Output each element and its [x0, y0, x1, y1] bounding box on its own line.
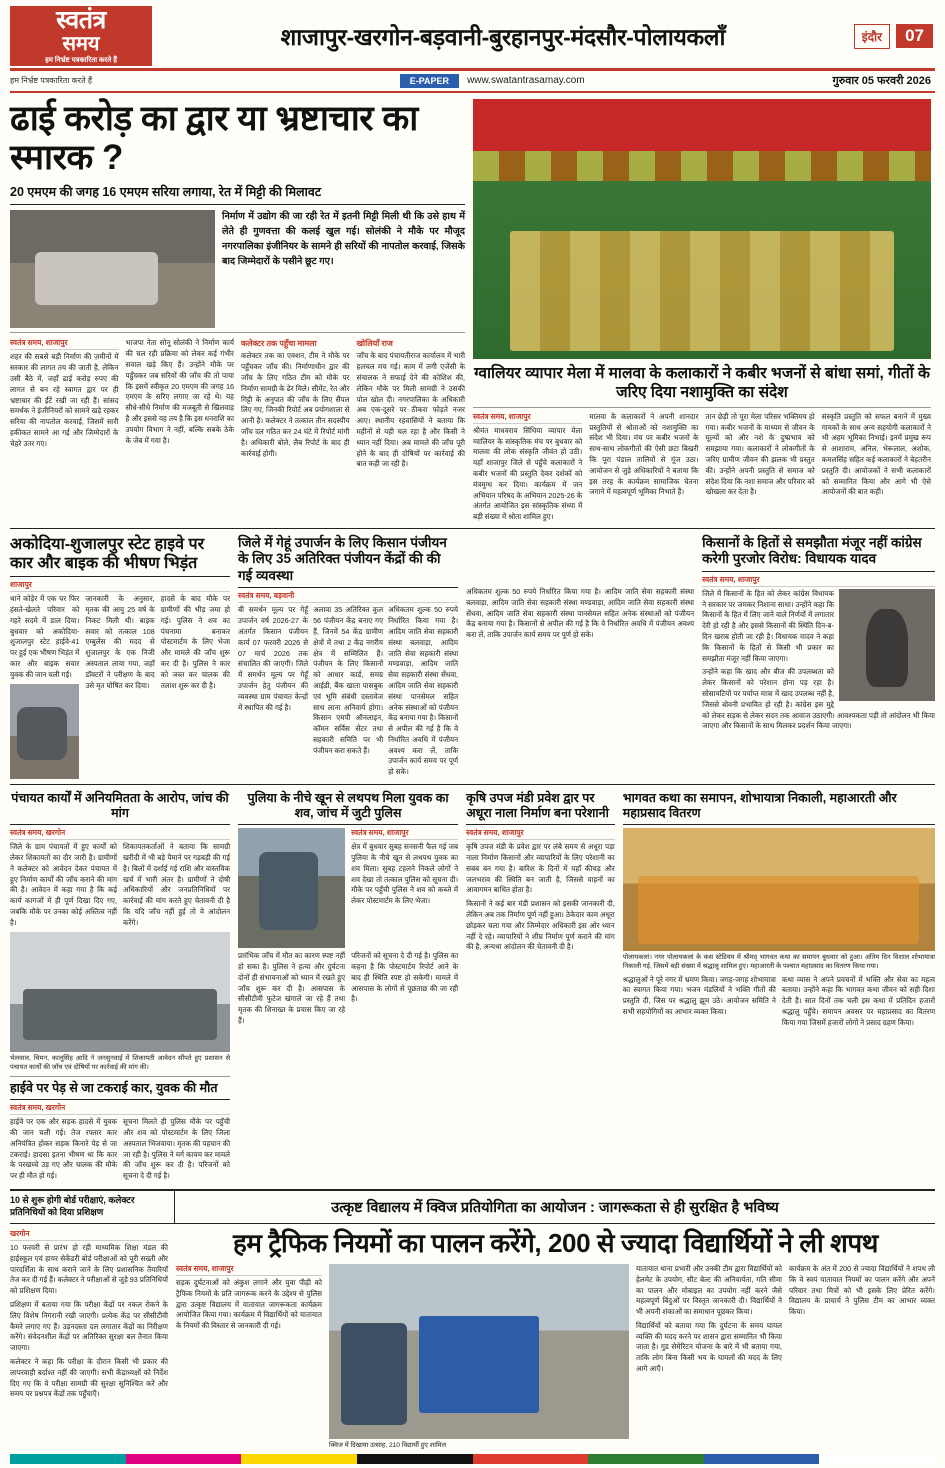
exam-article [10, 1229, 168, 1450]
body-found-col2-text: प्रारंभिक जाँच में मौत का कारण स्पष्ट नहीं हो सका है। पुलिस ने हत्या और दुर्घटना दोनों ही संभावनाओं को ध्यान में रखते हुए जाँच शुरू कर दी है। आसपास के सीसीटीवी फुटेज खंगाले जा रहे हैं तथा मृतक की शिनाख्त के प्रयास किए जा रहे हैं। [238, 951, 346, 1025]
body-found-col3-text: परिजनों को सूचना दे दी गई है। पुलिस का कहना है कि पोस्टमार्टम रिपोर्ट आने के बाद ही स्थिति स्पष्ट हो सकेगी। मामले में आसपास के लोगों से पूछताछ की जा रही है। [351, 951, 459, 1004]
traffic-caption: क्विज में दिखाया उत्साह, 210 विद्यार्थी हुए शामिल [329, 1441, 447, 1449]
highway2-byline: स्वतंत्र समय, खरगोन [10, 1103, 230, 1115]
gwalior-col1-text: श्रीमंत माधवराव सिंधिया व्यापार मेला ग्वालियर के सांस्कृतिक मंच पर बुधवार को मालवा की लोक संस्कृति जीवंत हो उठी। यहाँ शाजापुर जिले से पहुँचे कलाकारों ने कबीर भजनों की प्रस्तुति देकर दर्शकों को मंत्रमुग्ध कर दिया। कार्यक्रम में जन अभियान परिषद के अभियान 2025-26 के अंतर्गत आयोजित इस सांस्कृतिक संध्या में बड़ी संख्या में श्रोता शामिल हुए। [473, 425, 583, 522]
mandi-col2-text: किसानों ने कई बार मंडी प्रशासन को इसकी जानकारी दी, लेकिन अब तक निर्माण पूर्ण नहीं हुआ। ठेकेदार काम अधूरा छोड़कर चला गया और जिम्मेदार अधिकारी इस ओर ध्यान नहीं दे रहे। व्यापारियों ने शीघ्र निर्माण पूर्ण कराने की मांग की है, अन्यथा आंदोलन की चेतावनी दी है। [466, 899, 615, 952]
panchayat-headline: पंचायत कार्यों में अनियमितता के आरोप, जांच की मांग [10, 791, 230, 826]
gwalior-column-3 [706, 412, 815, 523]
accident-column-3 [161, 594, 230, 778]
body-found-column-2 [238, 951, 345, 1027]
mandi-headline: कृषि उपज मंडी प्रवेश द्वार पर अधूरा नाला निर्माण बना परेशानी [466, 791, 615, 826]
wheat-col3-text: अधिकतम शुल्क 50 रुपये निर्धारित किया गया है। आदिम जाति सेवा सहकारी संस्था बलवाड़ा, आदिम जाति सेवा सहकारी संस्था मण्डवाड़ा, आदिम जाति सेवा सहकारी संस्था सेंधवा, आदिम जाति सेवा सहकारी संस्था पानसेमल सहित अनेक संस्थाओं को पंजीयन केंद्र बनाया गया है। किसानों से अपील की गई है कि वे निर्धारित अवधि में पंजीयन अवश्य करा लें, ताकि उपार्जन कार्य समय पर पूर्ण हो सके। [388, 605, 459, 777]
panchayat-col2-text: शिकायतकर्ताओं ने बताया कि सामग्री खरीदी में भी बड़े पैमाने पर गड़बड़ी की गई है। बिलों में दर्शाई गई राशि और वास्तविक खर्च में भारी अंतर है। ग्रामीणों ने दोषी अधिकारियों और जनप्रतिनिधियों पर कार्रवाई की मांग करते हुए चेतावनी दी है कि यदि जाँच नहीं हुई तो वे आंदोलन करेंगे। [123, 842, 231, 927]
lead-col4-text: जाँच के बाद पंचायतीराज कार्यालय में भारी हलचल मच गई। काम में लगी एजेंसी के संचालक ने सफाई देने की कोशिश की, लेकिन मौके पर मिली सामग्री ने उसकी पोल खोल दी। नगरपालिका के अधिकारी अब एक-दूसरे पर ठीकरा फोड़ते नजर आए। स्थानीय रहवासियों ने बताया कि महीनों से यही चल रहा है और किसी ने ध्यान नहीं दिया। अब मामले की जाँच पूरी होने के बाद ही दोषियों पर कार्रवाई की बात कही जा रही है। [356, 351, 465, 469]
newspaper-logo [10, 6, 152, 66]
panchayat-byline: स्वतंत्र समय, खरगोन [10, 828, 230, 840]
accident-col1-text: थाने कोड़ेर में एक घर फिर हंसते-खेलते परिवार को गहरे सदमे में डाल दिया। बुधवार को अकोदिया-शुजालपुर स्टेट हाईवे-41 पर हुई एक भीषण भिड़ंत में कार और बाइक सवार युवक की जान चली गई। [10, 594, 80, 679]
mla-photo [839, 589, 935, 701]
lead-columns [10, 338, 465, 470]
color-registration-bar [10, 1454, 935, 1464]
row-two [10, 535, 935, 779]
mla-col1-text: जिले में किसानों के हित को लेकर कांग्रेस विधायक ने सरकार पर जमकर निशाना साधा। उन्होंने कहा कि किसानों के हित में लिए जाने वाले निर्णयों में लगातार देरी हो रही है और इससे किसानों की स्थिति दिन-ब-दिन खराब होती जा रही है। विधायक यादव ने कहा कि किसानों के हितों से किसी भी प्रकार का समझौता मंजूर नहीं किया जाएगा। [702, 588, 834, 663]
reg-swatch-black [357, 1454, 473, 1464]
panchayat-photo [10, 932, 230, 1052]
traffic-col3-text: विद्यार्थियों को बताया गया कि दुर्घटना के समय घायल व्यक्ति की मदद करने पर शासन द्वारा सम्मानित भी किया जाता है। गुड सेमेरिटन योजना के बारे में भी बताया गया, ताकि लोग बिना किसी भय के घायलों की मदद के लिए आगे आएँ। [636, 1320, 782, 1374]
wheat-column-2 [313, 605, 383, 778]
quiz-strip-headline: उत्कृष्ट विद्यालय में क्विज प्रतियोगिता का आयोजन : जागरूकता से ही सुरक्षित है भविष्य [331, 1200, 779, 1217]
exam-col1-text: 10 फरवरी से प्रारंभ हो रही माध्यमिक शिक्षा मंडल की हाईस्कूल एवं हायर सेकेंडरी बोर्ड परीक्षाओं को पूरी सख्ती और पारदर्शिता के साथ कराने जाने के लिए प्रशासनिक तैयारियाँ तेज कर दी गई हैं। कलेक्टर ने परीक्षाओं से जुड़े 93 प्रतिनिधियों को प्रशिक्षण दिया। [10, 1243, 169, 1296]
traffic-article [176, 1229, 935, 1450]
exam-col2-text: प्रशिक्षण में बताया गया कि परीक्षा केंद्रों पर नकल रोकने के लिए विशेष निगरानी रखी जाएगी। प्रत्येक केंद्र पर सीसीटीवी कैमरे लगाए गए हैं। उड़नदस्ता दल लगातार केंद्रों का निरीक्षण करेंगे। संवेदनशील केंद्रों पर अतिरिक्त सुरक्षा बल तैनात किया जाएगा। [10, 1300, 168, 1353]
divider [10, 332, 465, 333]
epaper-button[interactable]: E-PAPER [400, 74, 459, 88]
lead-column-2 [126, 338, 235, 470]
exam-byline: खरगोन [10, 1229, 168, 1241]
lead-col3-subhead: कलेक्टर तक पहुँचा मामला [241, 339, 317, 349]
panchayat-col1-text: जिले के ग्राम पंचायतों में हुए कार्यों को लेकर शिकायतों का दौर जारी है। ग्रामीणों ने कलेक्टर को आवेदन देकर पंचायत में हुए निर्माण कार्यों की जाँच कराने की मांग की है। आवेदन में कहा गया है कि कई कार्य कागजों में ही पूर्ण दिखा दिए गए, जबकि मौके पर उनका कोई अस्तित्व नहीं है। [10, 842, 118, 927]
traffic-photo [329, 1264, 629, 1439]
wheat-columns [238, 605, 458, 778]
section-divider [10, 528, 935, 529]
wheat-column-1 [238, 605, 308, 778]
body-found-bottom [238, 951, 458, 1027]
body-found-photo [238, 828, 345, 948]
body-found-byline: स्वतंत्र समय, शाजापुर [351, 828, 458, 840]
traffic-col4-text: कार्यक्रम के अंत में 200 से ज्यादा विद्यार्थियों ने शपथ ली कि वे स्वयं यातायात नियमों का पालन करेंगे और अपने परिवार तथा मित्रों को भी इसके लिए प्रेरित करेंगे। विद्यालय के प्राचार्य ने पुलिस टीम का आभार व्यक्त किया। [789, 1263, 935, 1317]
masthead [10, 6, 935, 71]
traffic-col1-text: सड़क दुर्घटनाओं को अंकुश लगाने और युवा पीढ़ी को ट्रैफिक नियमों के प्रति जागरूक करने के उद्देश्य से पुलिस द्वारा उत्कृष्ट विद्यालय में यातायात जागरूकता कार्यक्रम आयोजित किया गया। कार्यक्रम में विद्यार्थियों को यातायात के नियमों की विस्तार से जानकारी दी गई। [176, 1277, 322, 1331]
wheat-col2-text: अलावा 35 अतिरिक्त कुल 56 पंजीयन केंद्र बनाए गए हैं, जिनमें 54 केंद्र ग्रामीण क्षेत्रों में तथा 2 केंद्र नगरीय क्षेत्र में सम्मिलित हैं। पंजीयन के लिए किसानों को आधार कार्ड, समग्र आईडी, बैंक खाता पासबुक एवं भूमि संबंधी दस्तावेज साथ लाना अनिवार्य होगा। किसान एमपी ऑनलाइन, कॉमन सर्विस सेंटर तथा सहकारी समिति पर भी पंजीयन करा सकते हैं। [313, 605, 384, 755]
lead-col2-text: भाजपा नेता सोनू सोलंकी ने निर्माण कार्य की चल रही प्रक्रिया को लेकर कई गंभीर सवाल खड़े किए हैं। उन्होंने मौके पर पहुँचकर जब सरियों की जाँच की तो पाया कि इसमें स्वीकृत 20 एमएम की जगह 16 एमएम के सरिए लगाए जा रहे थे। यह सीधे-सीधे निर्माण की मजबूती से खिलवाड़ है और इससे यह तय है कि इस धनराशि का उपयोग विभाग ने नहीं, बल्कि सबके ठेके के जेब में गया है। [125, 338, 235, 445]
accident-col3-text: हादसे के बाद मौके पर ग्रामीणों की भीड़ जमा हो गई। पुलिस ने शव का पंचनामा बनाकर पोस्टमार्टम के लिए भेजा और मामले की जाँच शुरू कर दी है। पुलिस ने कार को जब्त कर चालक की तलाश शुरू कर दी है। [160, 594, 231, 690]
logo-tagline: हम निर्भ्रष्ट पत्रकारिता करते हैं [45, 57, 117, 64]
traffic-column-1 [176, 1264, 322, 1450]
lead-body [10, 210, 465, 328]
accident-column-1 [10, 594, 79, 778]
wheat-column-3 [388, 605, 458, 778]
highway2-headline: हाईवे पर पेड़ से जा टकराई कार, युवक की मौत [10, 1081, 230, 1100]
reg-swatch-blue [704, 1454, 820, 1464]
website-link[interactable]: www.swatantrasamay.com [467, 75, 585, 86]
exam-col3-text: कलेक्टर ने कहा कि परीक्षा के दौरान किसी भी प्रकार की लापरवाही बर्दाश्त नहीं की जाएगी। सभी केंद्राध्यक्षों को निर्देश दिए गए कि वे परीक्षा सामग्री की सुरक्षा सुनिश्चित करें और समय पर प्रश्नपत्र केंद्रों तक पहुँचाएँ। [10, 1356, 168, 1399]
reg-swatch-magenta [126, 1454, 242, 1464]
traffic-photo-col [329, 1264, 629, 1450]
katha-caption: पोलायकलां। नगर पोलायकलां के कस स्टेडियम में श्रीमद् भागवत कथा का समापन बुधवार को हुआ। अंतिम दिन विशाल शोभायात्रा निकाली गई, जिसमें बड़ी संख्या में श्रद्धालु शामिल हुए। महाआरती के पश्चात महाप्रसाद का वितरण किया गया। [622, 954, 936, 971]
mla-col2-text: उन्होंने कहा कि खाद और बीज की उपलब्धता को लेकर किसानों को परेशान होना पड़ रहा है। सोसायटियों पर पर्याप्त मात्रा में खाद उपलब्ध नहीं है, जिससे बोवनी प्रभावित हो रही है। कांग्रेस इस मुद्दे को लेकर सड़क से लेकर सदन तक आवाज उठाएगी। आवश्यकता पड़ी तो आंदोलन भी किया जाएगा और किसानों के साथ मिलकर प्रदर्शन किया जाएगा। [702, 667, 935, 731]
katha-headline: भागवत कथा का समापन, शोभायात्रा निकाली, महाआरती और महाप्रसाद वितरण [623, 791, 935, 826]
lead-col3-text: कलेक्टर तक का एक्शन, टीम ने मौके पर पहुँचकर जाँच की। निर्माणाधीन द्वार की जाँच के लिए गठित टीम को मौके पर निर्माण सामग्री के ढेर मिले। सीमेंट, रेत और गिट्टी के अनुपात की जाँच के लिए सैंपल लिए गए, जिनकी रिपोर्ट अब प्रयोगशाला से आनी है। कलेक्टर ने तत्काल तीन सदस्यीय जाँच दल गठित कर 24 घंटे में रिपोर्ट मांगी है। अधिकारी बोले, लैब रिपोर्ट के बाद ही कार्रवाई होगी। [241, 351, 350, 458]
panchayat-article [10, 791, 230, 1182]
panchayat-caption: भेलवाल, चिमन, कालूसिंह आदि ने जनसुनवाई में शिकायती आवेदन सौंपते हुए प्रशासन से पंचायत कार्यों की जाँच एवं दोषियों पर कार्रवाई की मांग की। [10, 1054, 231, 1071]
exam-headline: 10 से शुरू होगी बोर्ड परीक्षाएं, कलेक्टर प्रतिनिधियों को दिया प्रशिक्षण [10, 1191, 175, 1223]
gwalior-column-1 [473, 412, 582, 523]
lead-photo [10, 210, 215, 328]
wheat-byline: स्वतंत्र समय, बड़वानी [238, 591, 458, 603]
traffic-column-2 [636, 1264, 782, 1450]
traffic-column-3 [789, 1264, 935, 1450]
gwalior-columns [473, 412, 931, 523]
mla-article [702, 535, 935, 779]
edition-list [152, 6, 854, 66]
logo-line-2: समय [62, 33, 100, 55]
epaper-group [152, 74, 832, 88]
bottom-strip [10, 1189, 935, 1224]
body-found-column-1 [351, 828, 458, 948]
lead-column-3 [241, 338, 350, 470]
traffic-byline: स्वतंत्र समय, शाजापुर [176, 1264, 322, 1276]
publication-date: गुरुवार 05 फरवरी 2026 [832, 75, 931, 87]
wheat-extra-text: अधिकतम शुल्क 50 रुपये निर्धारित किया गया है। आदिम जाति सेवा सहकारी संस्था बलवाड़ा, आदिम जाति सेवा सहकारी संस्था मण्डवाड़ा, आदिम जाति सेवा सहकारी संस्था सेंधवा, आदिम जाति सेवा सहकारी संस्था पानसेमल सहित अनेक संस्थाओं को पंजीयन केंद्र बनाया गया है। किसानों से अपील की गई है कि वे निर्धारित अवधि में पंजीयन अवश्य करा लें, ताकि उपार्जन कार्य समय पर पूर्ण हो सके। [466, 586, 695, 640]
body-found-article [238, 791, 458, 1182]
subbar-left: हम निर्भ्रष्ट पत्रकारिता करते हैं [10, 76, 93, 85]
gwalior-col4-text: संस्कृति प्रस्तुति को सफल बनाने में मुख्य गायकों के साथ अन्य सहयोगी कलाकारों ने भी अहम भूमिका निभाई। इनमें प्रमुख रूप से आशाराम, अनिल, भेरूलाल, अशोक, कमलसिंह सहित कई कलाकारों ने बेहतरीन प्रस्तुति दी। आयोजकों ने सभी कलाकारों को सम्मानित किया और आगे भी ऐसे आयोजनों की बात कही। [821, 411, 931, 497]
body-found-col1-text: क्षेत्र में बुधवार सुबह सनसनी फैल गई जब पुलिया के नीचे खून से लथपथ युवक का शव मिला। सुबह टहलने निकले लोगों ने शव देखा तो तत्काल पुलिस को सूचना दी। मौके पर पहुँची पुलिस ने शव को कब्जे में लेकर पोस्टमार्टम के लिए भेजा। [351, 842, 459, 906]
mandi-col1-text: कृषि उपज मंडी के प्रवेश द्वार पर लंबे समय से अधूरा पड़ा नाला निर्माण किसानों और व्यापारियों के लिए परेशानी का सबब बन गया है। बारिश के दिनों में यहाँ कीचड़ और जलभराव की स्थिति बन जाती है, जिससे वाहनों का आवागमन बाधित होता है। [466, 842, 615, 895]
body-found-photo-col [238, 828, 345, 948]
lead-headline: ढाई करोड़ का द्वार या भ्रष्टाचार का स्मारक ? [10, 99, 418, 178]
katha-column-1 [623, 975, 776, 1029]
mla-byline: स्वतंत्र समय, शाजापुर [702, 575, 935, 587]
lead-column-1 [10, 338, 119, 470]
panchayat-column-1 [10, 842, 117, 928]
accident-columns [10, 594, 230, 778]
wheat-headline: जिले में गेहूं उपार्जन के लिए किसान पंजीयन के लिए 35 अतिरिक्त पंजीयन केंद्रों की की गई व्यवस्था [238, 535, 458, 588]
reg-swatch-white [819, 1454, 935, 1464]
gwalior-article [473, 99, 931, 523]
body-found-column-3 [351, 951, 458, 1027]
body-found-headline: पुलिया के नीचे खून से लथपथ मिला युवक का शव, जांच में जुटी पुलिस [238, 791, 458, 826]
gwalior-col3-text: तान छेड़ी तो पूरा मेला परिसर भक्तिमय हो गया। कबीर भजनों के माध्यम से जीवन के मूल्यों को और नशे के दुष्प्रभाव को समझाया गया। कलाकारों ने लोकगीतों के जरिए ग्रामीण जीवन की झलक भी प्रस्तुत की। उन्होंने अपनी प्रस्तुति से समाज को संदेश दिया कि नशा समाज और परिवार को खोखला कर देता है। [705, 411, 815, 497]
wheat-col1-text: बी समर्थन मूल्य पर गेहूँ उपार्जन वर्ष 2026-27 के अंतर्गत किसान पंजीयन कार्य 07 फरवरी 2026 से 07 मार्च 2026 तक संचालित की जाएगी। जिले में समर्थन मूल्य पर गेहूँ उपार्जन हेतु पंजीयन की व्यवस्था ग्राम पंचायत केन्द्रों में स्थापित की गई है। [238, 605, 309, 712]
section-divider [10, 784, 935, 785]
accident-column-2 [85, 594, 154, 778]
masthead-right [854, 6, 935, 66]
lead-col4-subhead: खोलियाँ राज [356, 339, 393, 349]
edition-list-text: शाजापुर-खरगोन-बड़वानी-बुरहानपुर-मंदसौर-पोलायकलाँ [280, 24, 726, 50]
lead-col1-text: शहर की सबसे बड़ी निर्माण की ज़मीनों में सरकार की लागत तय की जाती है, लेकिन उसी बैठे में, जहाँ ढाई करोड़ रुपए की लागत से बन रहे स्वागत द्वार पर ही भ्रष्टाचार की ईंटें रखी जा रही हैं। सांसद समर्थक ने इंजीनियरों को सामने खड़े रहकर सरिया की नापतोल करवाई, जिसमें सारी हकीकत सामने आ गई और जिम्मेदारों के चेहरे उतर गए। [10, 352, 119, 448]
katha-col1-text: श्रद्धालुओं ने पूरे नगर में भ्रमण किया। जगह-जगह शोभायात्रा का स्वागत किया गया। भजन मंडलियों ने भक्ति गीतों की प्रस्तुति दी, जिस पर श्रद्धालु झूम उठे। आयोजन समिति ने सभी सहयोगियों का आभार व्यक्त किया। [622, 974, 776, 1016]
accident-byline: शाजापुर [10, 580, 230, 592]
bottom-section [10, 1229, 935, 1450]
katha-article [623, 791, 935, 1182]
logo-line-1: स्वतंत्र [56, 6, 106, 34]
highway2-col1-text: हाईवे पर एक और सड़क हादसे में युवक की जान चली गई। तेज रफ्तार कार अनियंत्रित होकर सड़क किनारे पेड़ से जा टकराई। हादसा इतना भीषण था कि कार के परखच्चे उड़ गए और चालक की मौके पर ही मौत हो गई। [10, 1117, 118, 1181]
gwalior-col2-text: मालवा के कलाकारों ने अपनी शानदार प्रस्तुतियों से श्रोताओं को नशामुक्ति का संदेश भी दिया। मंच पर कबीर भजनों के साथ-साथ लोकगीतों की ऐसी छटा बिखरी कि पूरा पंडाल तालियों से गूंज उठा। आयोजन से जुड़े अधिकारियों ने बताया कि इस तरह के कार्यक्रम सामाजिक चेतना जगाने में महत्वपूर्ण भूमिका निभाते हैं। [589, 411, 699, 497]
reg-swatch-cyan [10, 1454, 126, 1464]
traffic-col2-text: यातायात थाना प्रभारी और उनकी टीम द्वारा विद्यार्थियों को हेलमेट के उपयोग, सीट बेल्ट की अनिवार्यता, गति सीमा का पालन और मोबाइल का उपयोग नहीं करने जैसे महत्वपूर्ण बिंदुओं पर विस्तृत जानकारी दी। विद्यार्थियों ने भी अपनी शंकाओं का समाधान पूछकर किया। [636, 1263, 782, 1317]
wheat-extra-column [466, 535, 694, 779]
highway2-col2-text: सूचना मिलते ही पुलिस मौके पर पहुँची और शव को पोस्टमार्टम के लिए जिला अस्पताल भिजवाया। मृतक की पहचान की जा रही है। पुलिस ने मर्ग कायम कर मामले की जाँच शुरू कर दी है। परिजनों को सूचना दे दी गई है। [123, 1117, 231, 1181]
gwalior-column-4 [822, 412, 931, 523]
divider [10, 1076, 230, 1077]
mla-headline: किसानों के हितों से समझौता मंजूर नहीं कांग्रेस करेगी पुरजोर विरोध: विधायक यादव [702, 535, 935, 572]
reg-swatch-yellow [241, 1454, 357, 1464]
lead-byline: स्वतंत्र समय, शाजापुर [10, 338, 119, 350]
mandi-article [466, 791, 615, 1182]
wheat-article [238, 535, 458, 779]
lead-column-4 [357, 338, 466, 470]
katha-column-2 [782, 975, 935, 1029]
lead-article [10, 99, 465, 523]
katha-col2-text: कथा व्यास ने अपने प्रवचनों में भक्ति और सेवा का महत्व बताया। उन्होंने कहा कि भागवत कथा जीवन को सही दिशा देती है। सात दिनों तक चली इस कथा में प्रतिदिन हजारों श्रद्धालु पहुँचे। समापन अवसर पर महाप्रसाद का वितरण किया गया जिसमें हजारों लोगों ने प्रसाद ग्रहण किया। [781, 974, 936, 1027]
gwalior-photo [473, 99, 931, 359]
reg-swatch-red [473, 1454, 589, 1464]
row-three [10, 791, 935, 1182]
gwalior-headline: ग्वालियर व्यापार मेला में मालवा के कलाकारों ने कबीर भजनों से बांधा समां, गीतों के जरिए दिया नशामुक्ति का संदेश [474, 365, 930, 402]
accident-col2-text: जानकारी के अनुसार, मृतक की आयु 25 वर्ष के निकट मिली थी। बाइक सवार को तत्काल 108 एम्बुलेंस की मदद से शुजालपुर के एक निजी अस्पताल लाया गया, जहाँ डॉक्टरों ने परीक्षण के बाद उसे मृत घोषित कर दिया। [85, 594, 155, 690]
top-section [10, 99, 935, 523]
gwalior-column-2 [589, 412, 698, 523]
katha-photo [623, 828, 935, 951]
lead-intro-text: निर्माण में उद्योग की जा रही रेत में इतनी मिट्टी मिली थी कि उसे हाथ में लेते ही गुणवत्ता की कलई खुल गई। सोलंकी ने मौके पर मौजूद नगरपालिका इंजीनियर के सामने ही सरियों की नापतोल करवाई, जिसके बाद जिम्मेदारों के पसीने छूट गए। [222, 211, 465, 267]
reg-swatch-green [588, 1454, 704, 1464]
traffic-columns [176, 1264, 935, 1450]
traffic-headline: हम ट्रैफिक नियमों का पालन करेंगे, 200 से ज्यादा विद्यार्थियों ने ली शपथ [232, 1228, 879, 1259]
mandi-byline: स्वतंत्र समय, शाजापुर [466, 828, 615, 840]
accident-photo [10, 684, 79, 779]
highway2-column-1 [10, 1117, 117, 1182]
katha-columns [623, 975, 935, 1029]
divider [473, 407, 931, 408]
body-found-top [238, 828, 458, 948]
page-number-badge: 07 [896, 24, 933, 48]
highway2-column-2 [123, 1117, 230, 1182]
lead-subheadline: 20 एमएम की जगह 16 एमएम सरिया लगाया, रेत में मिट्टी की मिलावट [10, 183, 465, 205]
subbar [10, 71, 935, 93]
city-badge: इंदौर [854, 24, 890, 49]
accident-article [10, 535, 230, 779]
accident-headline: अकोदिया-शुजालपुर स्टेट हाइवे पर कार और बाइक की भीषण भिड़ंत [10, 535, 230, 577]
gwalior-byline: स्वतंत्र समय, शाजापुर [473, 412, 582, 424]
panchayat-column-2 [123, 842, 230, 928]
panchayat-columns [10, 842, 230, 928]
highway2-columns [10, 1117, 230, 1182]
